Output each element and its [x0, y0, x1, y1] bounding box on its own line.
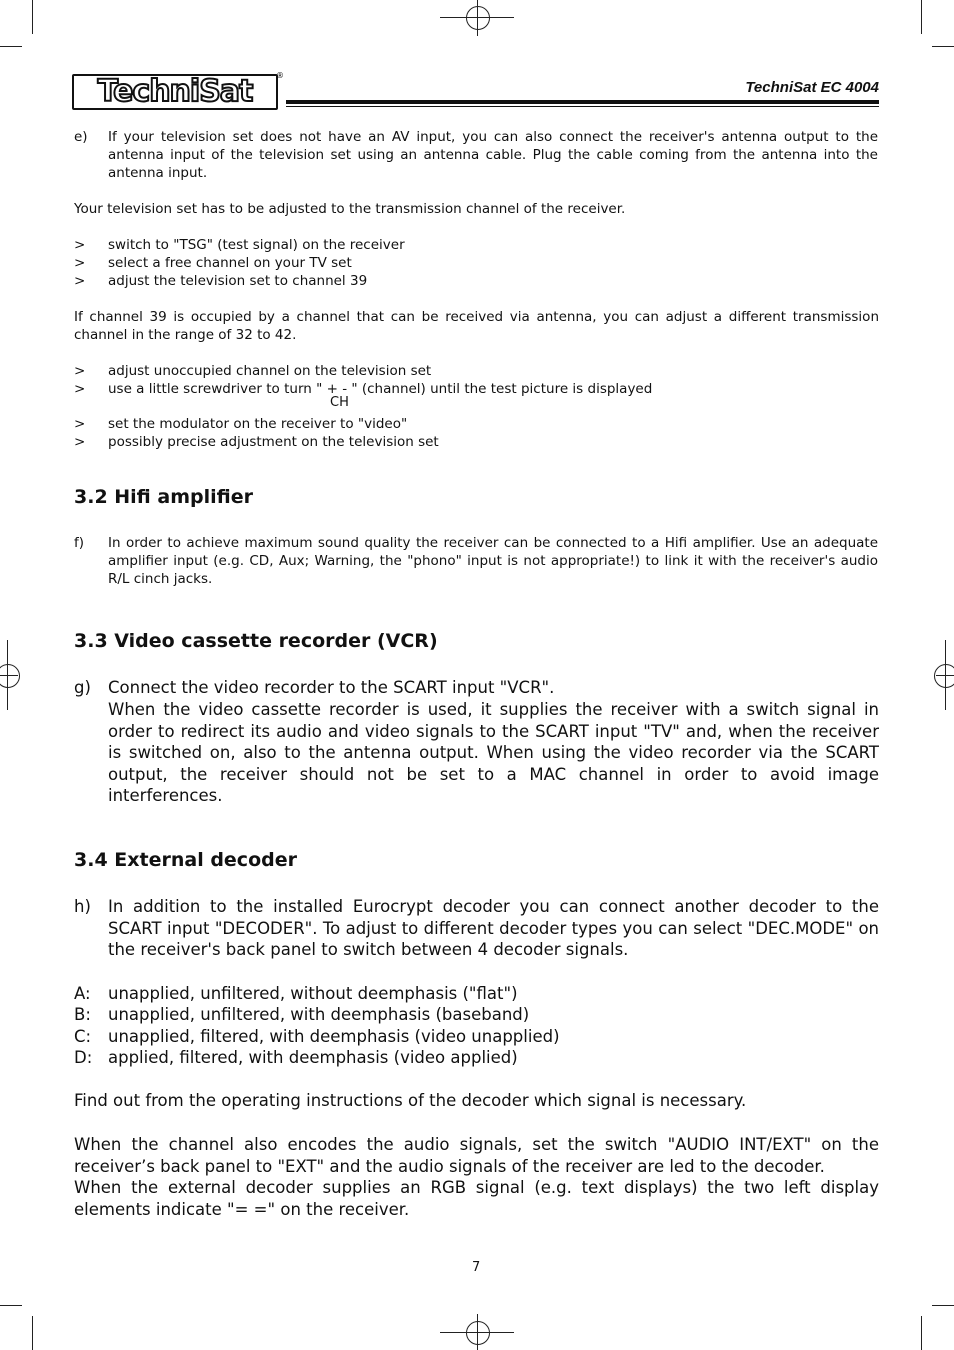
section-heading-hifi: 3.2 Hifi amplifier — [74, 486, 253, 508]
model-title: TechniSat EC 4004 — [745, 79, 879, 96]
mode-text: unapplied, unfiltered, with deemphasis (baseband) — [108, 1005, 530, 1024]
crop-mark — [32, 0, 33, 34]
crop-mark — [0, 46, 22, 47]
section-heading-vcr: 3.3 Video cassette recorder (VCR) — [74, 630, 438, 652]
item-text: In order to achieve maximum sound quality the receiver can be connected to a Hifi amplifier. Use an adequate amplifier input (e.g. CD, Aux; Warning, the "phono" input is not appropriate!) to link it with the receiver's audio R/L cinch jacks. — [108, 535, 878, 587]
adjust-note: Your television set has to be adjusted to the transmission channel of the receiver. — [74, 201, 626, 217]
bullet: > — [74, 416, 86, 432]
page-number: 7 — [472, 1260, 481, 1275]
registration-mark-line — [0, 675, 18, 676]
registration-mark-line — [477, 1314, 478, 1350]
occupied-note: If channel 39 is occupied by a channel that can be received via antenna, you can adjust a different transmission channel in the range of 32 to 42. — [74, 309, 879, 343]
item-text: If your television set does not have an AV input, you can also connect the receiver's antenna output to the antenna input of the television set using an antenna cable. Plug the cable coming from the antenna into the antenna input. — [108, 129, 878, 181]
mode-label: D: — [74, 1048, 93, 1067]
registration-mark — [466, 1321, 490, 1345]
crop-mark — [932, 1305, 954, 1306]
header-rule — [286, 100, 879, 104]
crop-mark — [921, 1316, 922, 1350]
bullet: > — [74, 363, 86, 379]
registered-mark: ® — [276, 71, 284, 80]
bullet: > — [74, 381, 86, 397]
item-text: In addition to the installed Eurocrypt decoder you can connect another decoder to the SCART input "DECODER". To adjust to different decoder types you can select "DEC.MODE" on the receiver's back panel to switch between 4 decoder signals. — [108, 897, 879, 959]
item-text: When the video cassette recorder is used, it supplies the receiver with a switch signal in order to redirect its audio and video signals to the SCART input "TV" and, when the receiver is switched on, also to the antenna output. When using the video recorder via the SCART output, the receiver should not be set to a MAC channel in order to avoid image interferences. — [108, 700, 879, 805]
registration-mark — [466, 6, 490, 30]
section-heading-decoder: 3.4 External decoder — [74, 849, 297, 871]
mode-text: applied, filtered, with deemphasis (video applied) — [108, 1048, 518, 1067]
item-label: g) — [74, 678, 91, 697]
step-text: possibly precise adjustment on the television set — [108, 434, 439, 450]
bullet: > — [74, 255, 86, 271]
crop-mark — [0, 1305, 22, 1306]
brand-logotype: TechniSat — [97, 74, 253, 109]
crop-mark — [921, 0, 922, 34]
step-text: adjust the television set to channel 39 — [108, 273, 368, 289]
mode-label: C: — [74, 1027, 92, 1046]
registration-mark-line — [7, 640, 8, 710]
registration-mark — [0, 664, 20, 688]
bullet: > — [74, 237, 86, 253]
technisat-logo — [72, 71, 284, 110]
audio-note: When the channel also encodes the audio signals, set the switch "AUDIO INT/EXT" on the receiver’s back panel to "EXT" and the audio signals of the receiver are led to the decoder. — [74, 1135, 879, 1176]
registration-mark-line — [477, 0, 478, 36]
channel-label: CH — [330, 395, 349, 410]
item-label: h) — [74, 897, 91, 916]
registration-mark-line — [945, 640, 946, 710]
header-rule-thin — [286, 106, 879, 107]
registration-mark — [934, 664, 954, 688]
mode-label: B: — [74, 1005, 91, 1024]
bullet: > — [74, 273, 86, 289]
mode-text: unapplied, unfiltered, without deemphasis ("flat") — [108, 984, 518, 1003]
item-label: f) — [74, 535, 85, 551]
step-text: use a little screwdriver to turn " + - " (channel) until the test picture is displayed — [108, 381, 653, 397]
crop-mark — [932, 46, 954, 47]
step-text: set the modulator on the receiver to "video" — [108, 416, 408, 432]
item-text-first: Connect the video recorder to the SCART input "VCR". — [108, 678, 555, 697]
mode-label: A: — [74, 984, 91, 1003]
crop-mark — [32, 1316, 33, 1350]
mode-text: unapplied, filtered, with deemphasis (video unapplied) — [108, 1027, 560, 1046]
step-text: switch to "TSG" (test signal) on the receiver — [108, 237, 405, 253]
bullet: > — [74, 434, 86, 450]
rgb-note: When the external decoder supplies an RGB signal (e.g. text displays) the two left display elements indicate "= =" on the receiver. — [74, 1178, 879, 1219]
item-label: e) — [74, 129, 88, 145]
step-text: adjust unoccupied channel on the television set — [108, 363, 432, 379]
step-text: select a free channel on your TV set — [108, 255, 352, 271]
find-out-note: Find out from the operating instructions of the decoder which signal is necessary. — [74, 1091, 747, 1110]
